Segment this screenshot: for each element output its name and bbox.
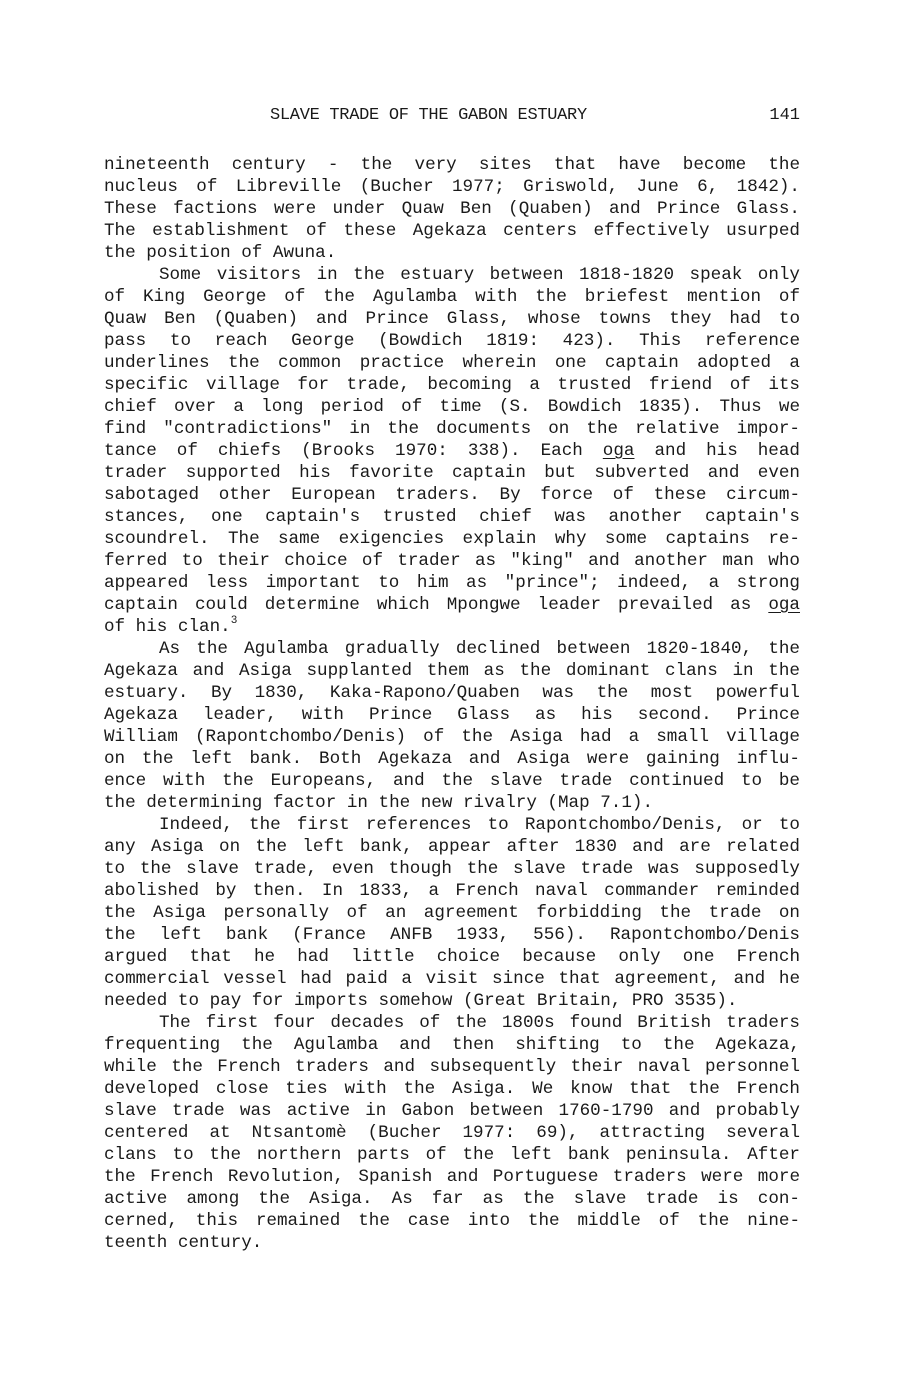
text-run: and his head <box>634 441 800 461</box>
text-line: Some visitors in the estuary between 1818-1820 speak only <box>159 265 800 285</box>
text-line: pass to reach George (Bowdich 1819: 423). This reference <box>104 331 800 351</box>
text-line: ferred to their choice of trader as "king" and another man who <box>104 551 800 571</box>
text-line: to the slave trade, even though the slave trade was supposedly <box>104 859 800 879</box>
text-line: cerned, this remained the case into the middle of the nine- <box>104 1211 800 1231</box>
text-line: underlines the common practice wherein one captain adopted a <box>104 353 800 373</box>
text-run: captain could determine which Mpongwe leader prevailed as <box>104 595 769 615</box>
text-line: Quaw Ben (Quaben) and Prince Glass, whose towns they had to <box>104 309 800 329</box>
text-line: slave trade was active in Gabon between 1760-1790 and probably <box>104 1101 800 1121</box>
text-line: teenth century. <box>104 1233 263 1253</box>
text-run: of his clan. <box>104 617 231 637</box>
text-line: Agekaza and Asiga supplanted them as the dominant clans in the <box>104 661 800 681</box>
text-line: nucleus of Libreville (Bucher 1977; Griswold, June 6, 1842). <box>104 177 800 197</box>
text-line: any Asiga on the left bank, appear after 1830 and are related <box>104 837 800 857</box>
text-line: appeared less important to him as "prince"; indeed, a strong <box>104 573 800 593</box>
page-number: 141 <box>769 106 800 125</box>
text-line: frequenting the Agulamba and then shifting to the Agekaza, <box>104 1035 800 1055</box>
text-line: on the left bank. Both Agekaza and Asiga were gaining influ- <box>104 749 800 769</box>
footnote-marker: 3 <box>230 615 238 627</box>
text-line: William (Rapontchombo/Denis) of the Asiga had a small village <box>104 727 800 747</box>
text-line: argued that he had little choice because only one French <box>104 947 800 967</box>
text-line: trader supported his favorite captain but subverted and even <box>104 463 800 483</box>
text-line: the position of Awuna. <box>104 243 337 263</box>
text-line: specific village for trade, becoming a trusted friend of its <box>104 375 800 395</box>
paragraph <box>104 154 800 264</box>
text-line: nineteenth century - the very sites that have become the <box>104 155 800 175</box>
text-line <box>104 594 800 616</box>
text-line: As the Agulamba gradually declined between 1820-1840, the <box>159 639 800 659</box>
text-line: ence with the Europeans, and the slave trade continued to be <box>104 771 800 791</box>
text-line: scoundrel. The same exigencies explain why some captains re- <box>104 529 800 549</box>
text-line: the French Revolution, Spanish and Portuguese traders were more <box>104 1167 800 1187</box>
text-line: find "contradictions" in the documents on the relative impor- <box>104 419 800 439</box>
text-line: of King George of the Agulamba with the briefest mention of <box>104 287 800 307</box>
underlined-term: oga <box>602 441 635 461</box>
text-line: stances, one captain's trusted chief was another captain's <box>104 507 800 527</box>
text-line: chief over a long period of time (S. Bowdich 1835). Thus we <box>104 397 800 417</box>
text-line: The first four decades of the 1800s found British traders <box>159 1013 800 1033</box>
text-line: while the French traders and subsequently their naval personnel <box>104 1057 800 1077</box>
text-line: The establishment of these Agekaza centers effectively usurped <box>104 221 800 241</box>
paragraph <box>104 1012 800 1254</box>
text-line: the left bank (France ANFB 1933, 556). Rapontchombo/Denis <box>104 925 800 945</box>
body-text <box>104 154 800 1254</box>
text-line: developed close ties with the Asiga. We know that the French <box>104 1079 800 1099</box>
text-line <box>104 440 800 462</box>
paragraph <box>104 264 800 638</box>
text-line: These factions were under Quaw Ben (Quaben) and Prince Glass. <box>104 199 800 219</box>
text-line: sabotaged other European traders. By force of these circum- <box>104 485 800 505</box>
paragraph <box>104 814 800 1012</box>
text-run: tance of chiefs (Brooks 1970: 338). Each <box>104 441 603 461</box>
text-line: the Asiga personally of an agreement forbidding the trade on <box>104 903 800 923</box>
running-title: SLAVE TRADE OF THE GABON ESTUARY <box>270 106 587 125</box>
text-line: Indeed, the first references to Rapontchombo/Denis, or to <box>159 815 800 835</box>
text-line: clans to the northern parts of the left bank peninsula. After <box>104 1145 800 1165</box>
text-line: estuary. By 1830, Kaka-Rapono/Quaben was the most powerful <box>104 683 800 703</box>
text-line <box>104 616 800 638</box>
text-line: active among the Asiga. As far as the slave trade is con- <box>104 1189 800 1209</box>
text-line: commercial vessel had paid a visit since that agreement, and he <box>104 969 800 989</box>
underlined-term: oga <box>768 595 800 615</box>
text-line: abolished by then. In 1833, a French naval commander reminded <box>104 881 800 901</box>
text-line: Agekaza leader, with Prince Glass as his second. Prince <box>104 705 800 725</box>
page-header <box>104 104 800 128</box>
text-line: the determining factor in the new rivalry (Map 7.1). <box>104 793 654 813</box>
paragraph <box>104 638 800 814</box>
text-line: centered at Ntsantomè (Bucher 1977: 69), attracting several <box>104 1123 800 1143</box>
text-line: needed to pay for imports somehow (Great Britain, PRO 3535). <box>104 991 738 1011</box>
